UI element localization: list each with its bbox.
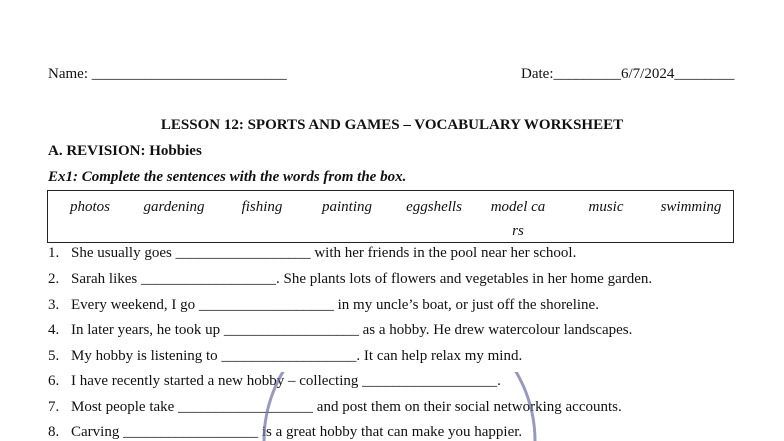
question-text: Carving __________________ is a great hobby that can make you happier. [71, 424, 523, 440]
question-number: 5. [48, 348, 60, 364]
name-blank[interactable]: __________________________ [91, 66, 287, 82]
date-blank-before: _________ [553, 66, 621, 82]
section-heading: A. REVISION: Hobbies [48, 143, 202, 159]
question-text: My hobby is listening to __________________. It can help relax my mind. [71, 348, 523, 364]
exercise-instruction: Ex1: Complete the sentences with the words from the box. [48, 169, 407, 185]
question-number: 7. [48, 399, 60, 415]
question-item [48, 297, 599, 314]
question-text: She usually goes __________________ with her friends in the pool near her school. [71, 245, 577, 261]
date-field [521, 66, 734, 83]
question-item [48, 245, 576, 262]
question-item [48, 271, 652, 288]
name-field [48, 66, 287, 83]
worksheet-title: LESSON 12: SPORTS AND GAMES – VOCABULARY WORKSHEET [160, 117, 624, 133]
question-text: Every weekend, I go __________________ in my uncle’s boat, or just off the shoreline. [71, 297, 599, 313]
question-number: 2. [48, 271, 60, 287]
watermark-circle [250, 372, 550, 441]
name-label: Name: [48, 66, 92, 82]
date-blank-after: ________ [674, 66, 735, 82]
question-number: 4. [48, 322, 60, 338]
question-number: 1. [48, 245, 60, 261]
question-text: Most people take __________________ and post them on their social networking accounts. [71, 399, 622, 415]
word-box-item: swimming [660, 199, 722, 215]
word-box-item: painting [321, 199, 372, 215]
word-box [47, 190, 734, 243]
word-box-item: fishing [241, 199, 283, 215]
word-box-item: eggshells [406, 199, 462, 215]
question-item [48, 322, 632, 339]
word-box-item: gardening [143, 199, 205, 215]
question-item [48, 348, 522, 365]
question-number: 8. [48, 424, 60, 440]
date-value: 6/7/2024 [620, 66, 675, 82]
word-box-item: music [588, 199, 624, 215]
word-box-item: photos [69, 199, 110, 215]
question-text: In later years, he took up __________________ as a hobby. He drew watercolour landscapes. [71, 322, 633, 338]
date-label: Date: [521, 66, 554, 82]
word-box-item: model cars [490, 199, 546, 239]
question-number: 6. [48, 373, 60, 389]
question-text: I have recently started a new hobby – collecting __________________. [71, 373, 501, 389]
question-text: Sarah likes __________________. She plants lots of flowers and vegetables in her home garden. [71, 271, 653, 287]
question-number: 3. [48, 297, 60, 313]
